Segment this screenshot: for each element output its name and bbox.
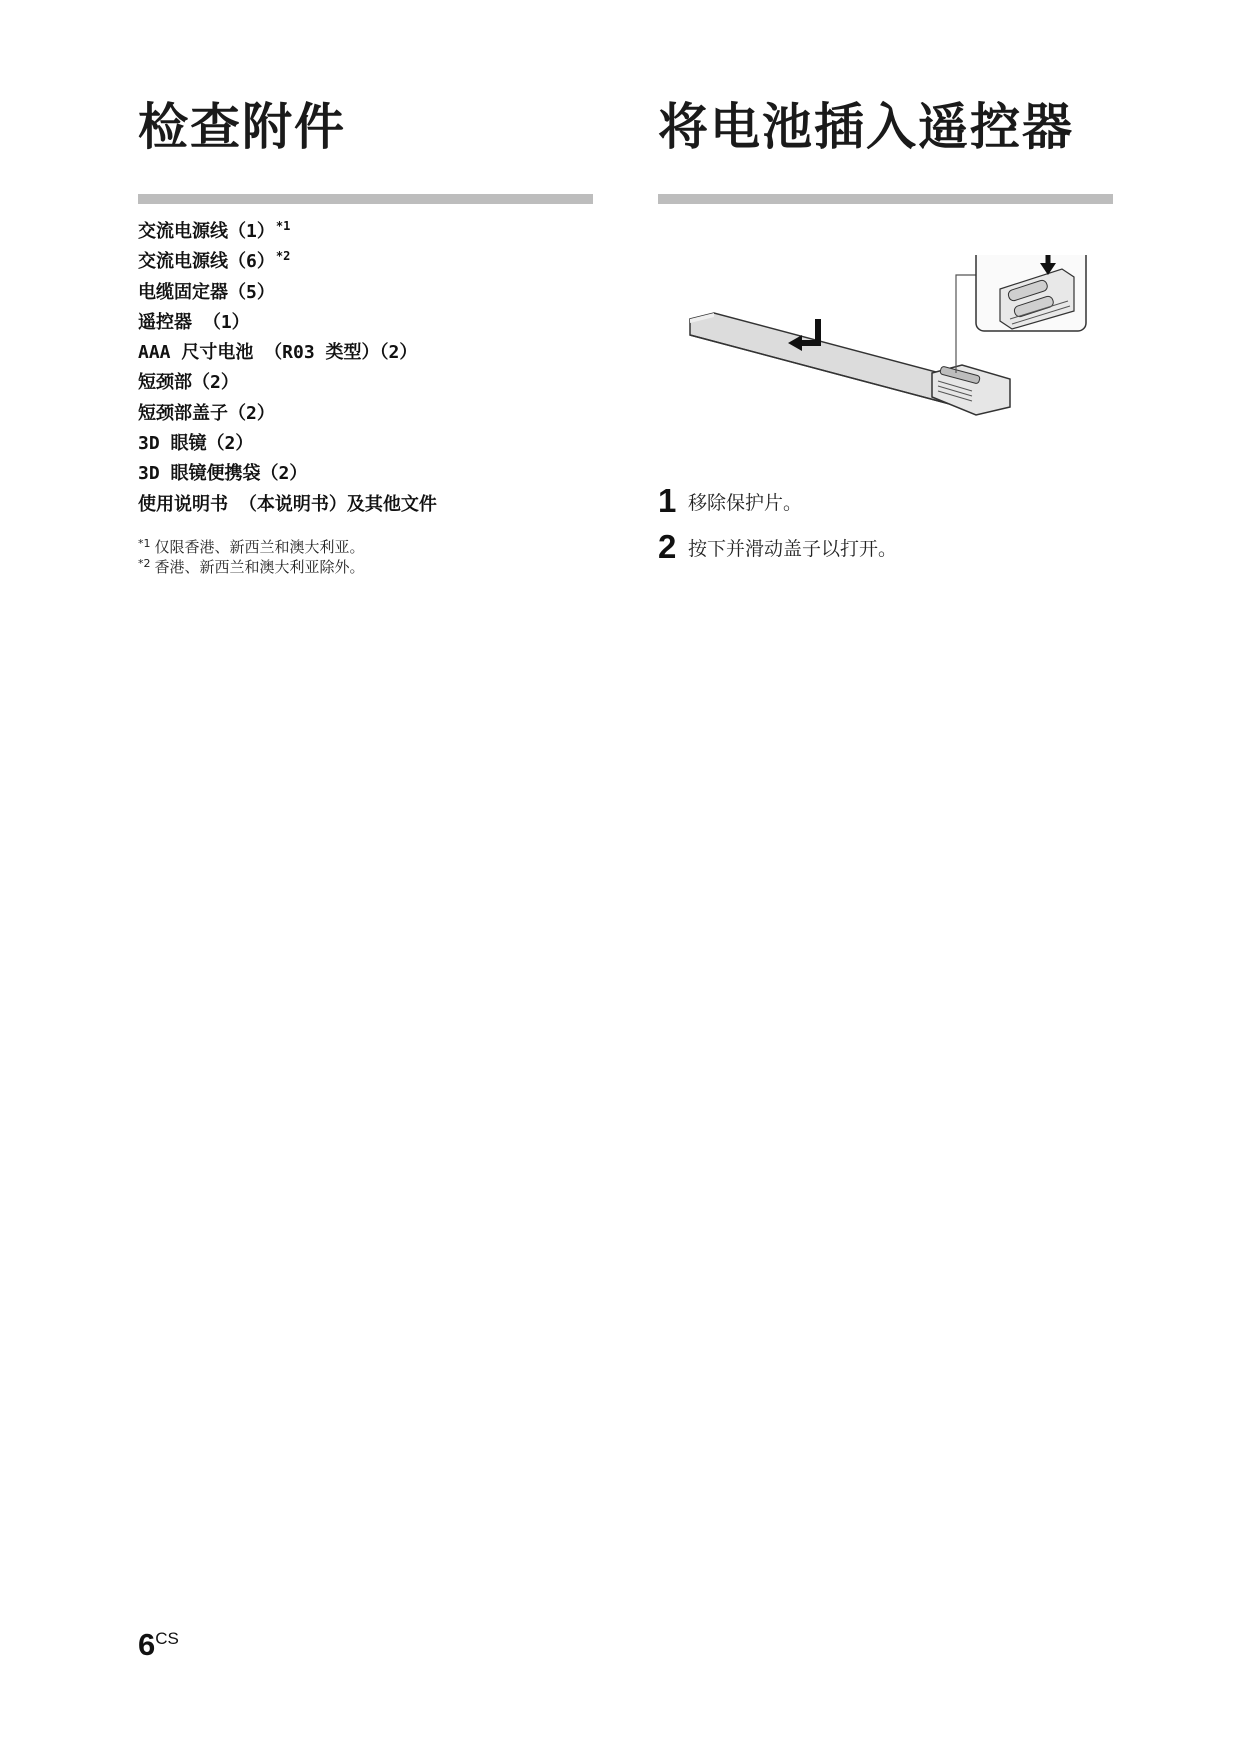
footnote: $^{*1}$ 仅限香港、新西兰和澳大利亚。 — [138, 537, 365, 556]
remote-battery-illustration — [670, 255, 1120, 475]
step-item — [658, 524, 897, 570]
footnote-mark: *1 — [275, 219, 291, 233]
list-item: 使用说明书 （本说明书）及其他文件 — [138, 493, 437, 515]
page-number: 6CS — [138, 1627, 179, 1662]
step-number: 1 — [658, 482, 677, 519]
list-item: 短颈部盖子（2） — [138, 402, 275, 424]
list-item: 3D 眼镜（2） — [138, 433, 254, 455]
footnote: $^{*2}$ 香港、新西兰和澳大利亚除外。 — [138, 557, 365, 576]
list-item: 3D 眼镜便携袋（2） — [138, 463, 308, 485]
step-text: 移除保护片。 — [688, 491, 803, 514]
step-text: 按下并滑动盖子以打开。 — [688, 537, 898, 560]
footnote-mark: *2 — [275, 249, 291, 264]
section-divider — [138, 194, 593, 204]
steps-list — [658, 478, 897, 570]
step-number: 2 — [658, 528, 677, 565]
list-item: 交流电源线$(6)^{*2}$ — [138, 249, 291, 273]
list-item: 电缆固定器（5） — [138, 281, 275, 303]
step-item — [658, 478, 897, 524]
list-item: 遥控器 （1） — [138, 311, 250, 333]
list-item: AAA 尺寸电池 （R03 类型）（2） — [138, 342, 418, 364]
list-item: 短颈部（2） — [138, 372, 239, 394]
accessories-heading: 检查附件 — [138, 98, 346, 156]
list-item: 交流电源线$(1)^{*1}$ — [138, 219, 291, 242]
accessories-list — [138, 217, 437, 520]
section-divider — [658, 194, 1113, 204]
battery-heading: 将电池插入遥控器 — [658, 98, 1074, 156]
footnotes — [138, 537, 365, 577]
